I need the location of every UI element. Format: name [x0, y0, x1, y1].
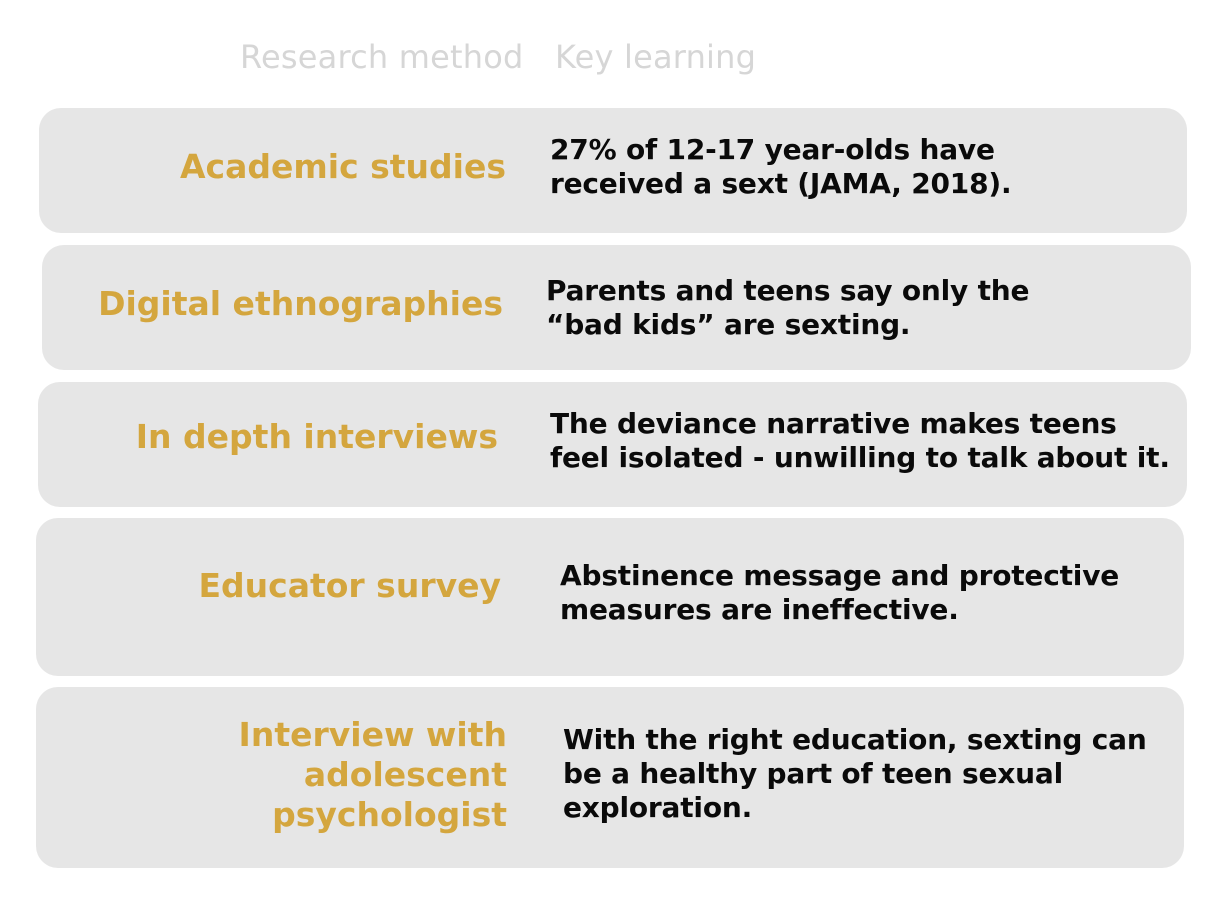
key-learning-text: Parents and teens say only the “bad kids” are sexting. — [546, 274, 1030, 341]
research-method-label: Educator survey — [198, 566, 501, 605]
research-method-label: In depth interviews — [135, 417, 498, 456]
key-learning-text: The deviance narrative makes teens feel isolated - unwilling to talk about it. — [550, 407, 1170, 474]
research-method-label: Academic studies — [180, 147, 506, 186]
research-method-label: Interview with adolescent psychologist — [238, 715, 507, 834]
column-header-research-method: Research method — [240, 38, 524, 76]
research-method-label: Digital ethnographies — [98, 284, 503, 323]
key-learning-text: 27% of 12-17 year-olds have received a sext (JAMA, 2018). — [550, 133, 1012, 200]
column-header-key-learning: Key learning — [555, 38, 757, 76]
key-learning-text: Abstinence message and protective measures are ineffective. — [560, 559, 1120, 626]
key-learning-text: With the right education, sexting can be a healthy part of teen sexual exploration. — [563, 723, 1147, 824]
